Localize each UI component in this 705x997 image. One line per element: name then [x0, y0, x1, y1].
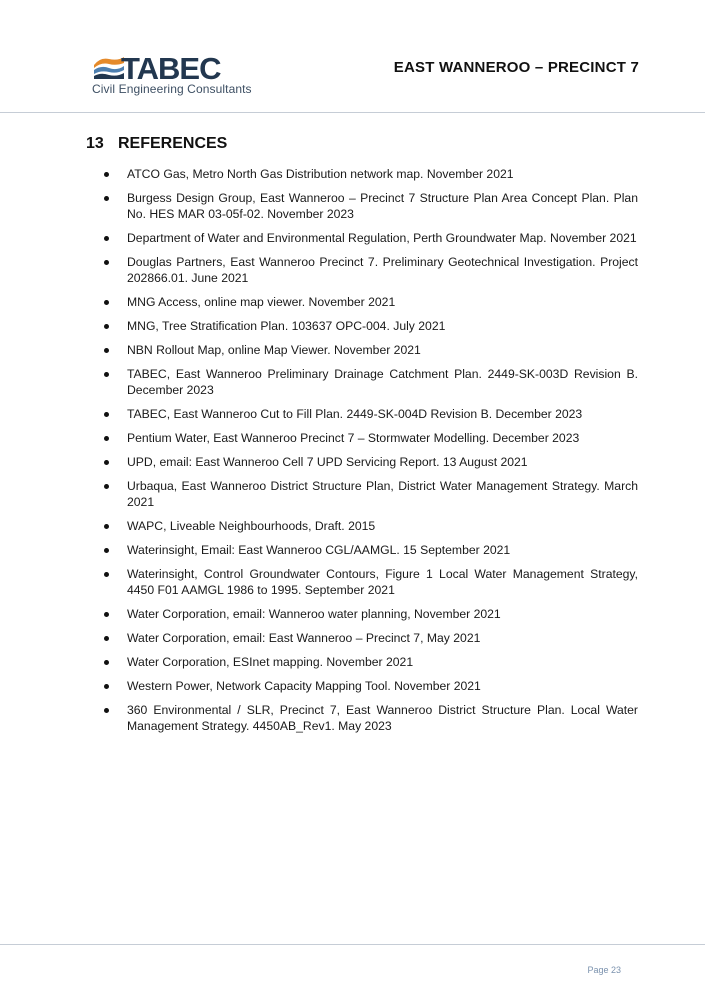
reference-item: Water Corporation, ESInet mapping. November 2021: [102, 654, 638, 670]
reference-item: Waterinsight, Control Groundwater Contours, Figure 1 Local Water Management Strategy, 4450 F01 AAMGL 1986 to 1995. September 2021: [102, 566, 638, 598]
header-divider: [0, 112, 705, 113]
section-heading: [86, 135, 227, 153]
reference-item: UPD, email: East Wanneroo Cell 7 UPD Servicing Report. 13 August 2021: [102, 454, 638, 470]
reference-item: MNG, Tree Stratification Plan. 103637 OPC-004. July 2021: [102, 318, 638, 334]
reference-item: Water Corporation, email: East Wanneroo – Precinct 7, May 2021: [102, 630, 638, 646]
reference-item: Department of Water and Environmental Regulation, Perth Groundwater Map. November 2021: [102, 230, 638, 246]
reference-item: Burgess Design Group, East Wanneroo – Precinct 7 Structure Plan Area Concept Plan. Plan No. HES MAR 03-05f-02. November 2023: [102, 190, 638, 222]
company-logo: [92, 53, 254, 99]
reference-item: WAPC, Liveable Neighbourhoods, Draft. 2015: [102, 518, 638, 534]
document-title: EAST WANNEROO – PRECINCT 7: [393, 59, 639, 76]
reference-item: Western Power, Network Capacity Mapping Tool. November 2021: [102, 678, 638, 694]
reference-item: TABEC, East Wanneroo Cut to Fill Plan. 2449-SK-004D Revision B. December 2023: [102, 406, 638, 422]
section-number: 13: [86, 135, 104, 152]
reference-item: Water Corporation, email: Wanneroo water planning, November 2021: [102, 606, 638, 622]
section-title: REFERENCES: [118, 135, 228, 152]
tabec-logo-mark: [92, 53, 254, 81]
reference-item: Urbaqua, East Wanneroo District Structure Plan, District Water Management Strategy. March 2021: [102, 478, 638, 510]
reference-item: Waterinsight, Email: East Wanneroo CGL/AAMGL. 15 September 2021: [102, 542, 638, 558]
footer-divider: [0, 944, 705, 945]
page-number: Page 23: [587, 965, 621, 975]
reference-item: MNG Access, online map viewer. November 2021: [102, 294, 638, 310]
reference-item: NBN Rollout Map, online Map Viewer. November 2021: [102, 342, 638, 358]
svg-text:TABEC: TABEC: [121, 53, 221, 81]
references-list: [102, 166, 638, 742]
reference-item: Pentium Water, East Wanneroo Precinct 7 – Stormwater Modelling. December 2023: [102, 430, 638, 446]
reference-item: ATCO Gas, Metro North Gas Distribution network map. November 2021: [102, 166, 638, 182]
reference-item: Douglas Partners, East Wanneroo Precinct 7. Preliminary Geotechnical Investigation. Project 202866.01. June 2021: [102, 254, 638, 286]
reference-item: 360 Environmental / SLR, Precinct 7, East Wanneroo District Structure Plan. Local Water Management Strategy. 4450AB_Rev1. May 2023: [102, 702, 638, 734]
logo-tagline: Civil Engineering Consultants: [92, 82, 252, 96]
reference-item: TABEC, East Wanneroo Preliminary Drainage Catchment Plan. 2449-SK-003D Revision B. December 2023: [102, 366, 638, 398]
